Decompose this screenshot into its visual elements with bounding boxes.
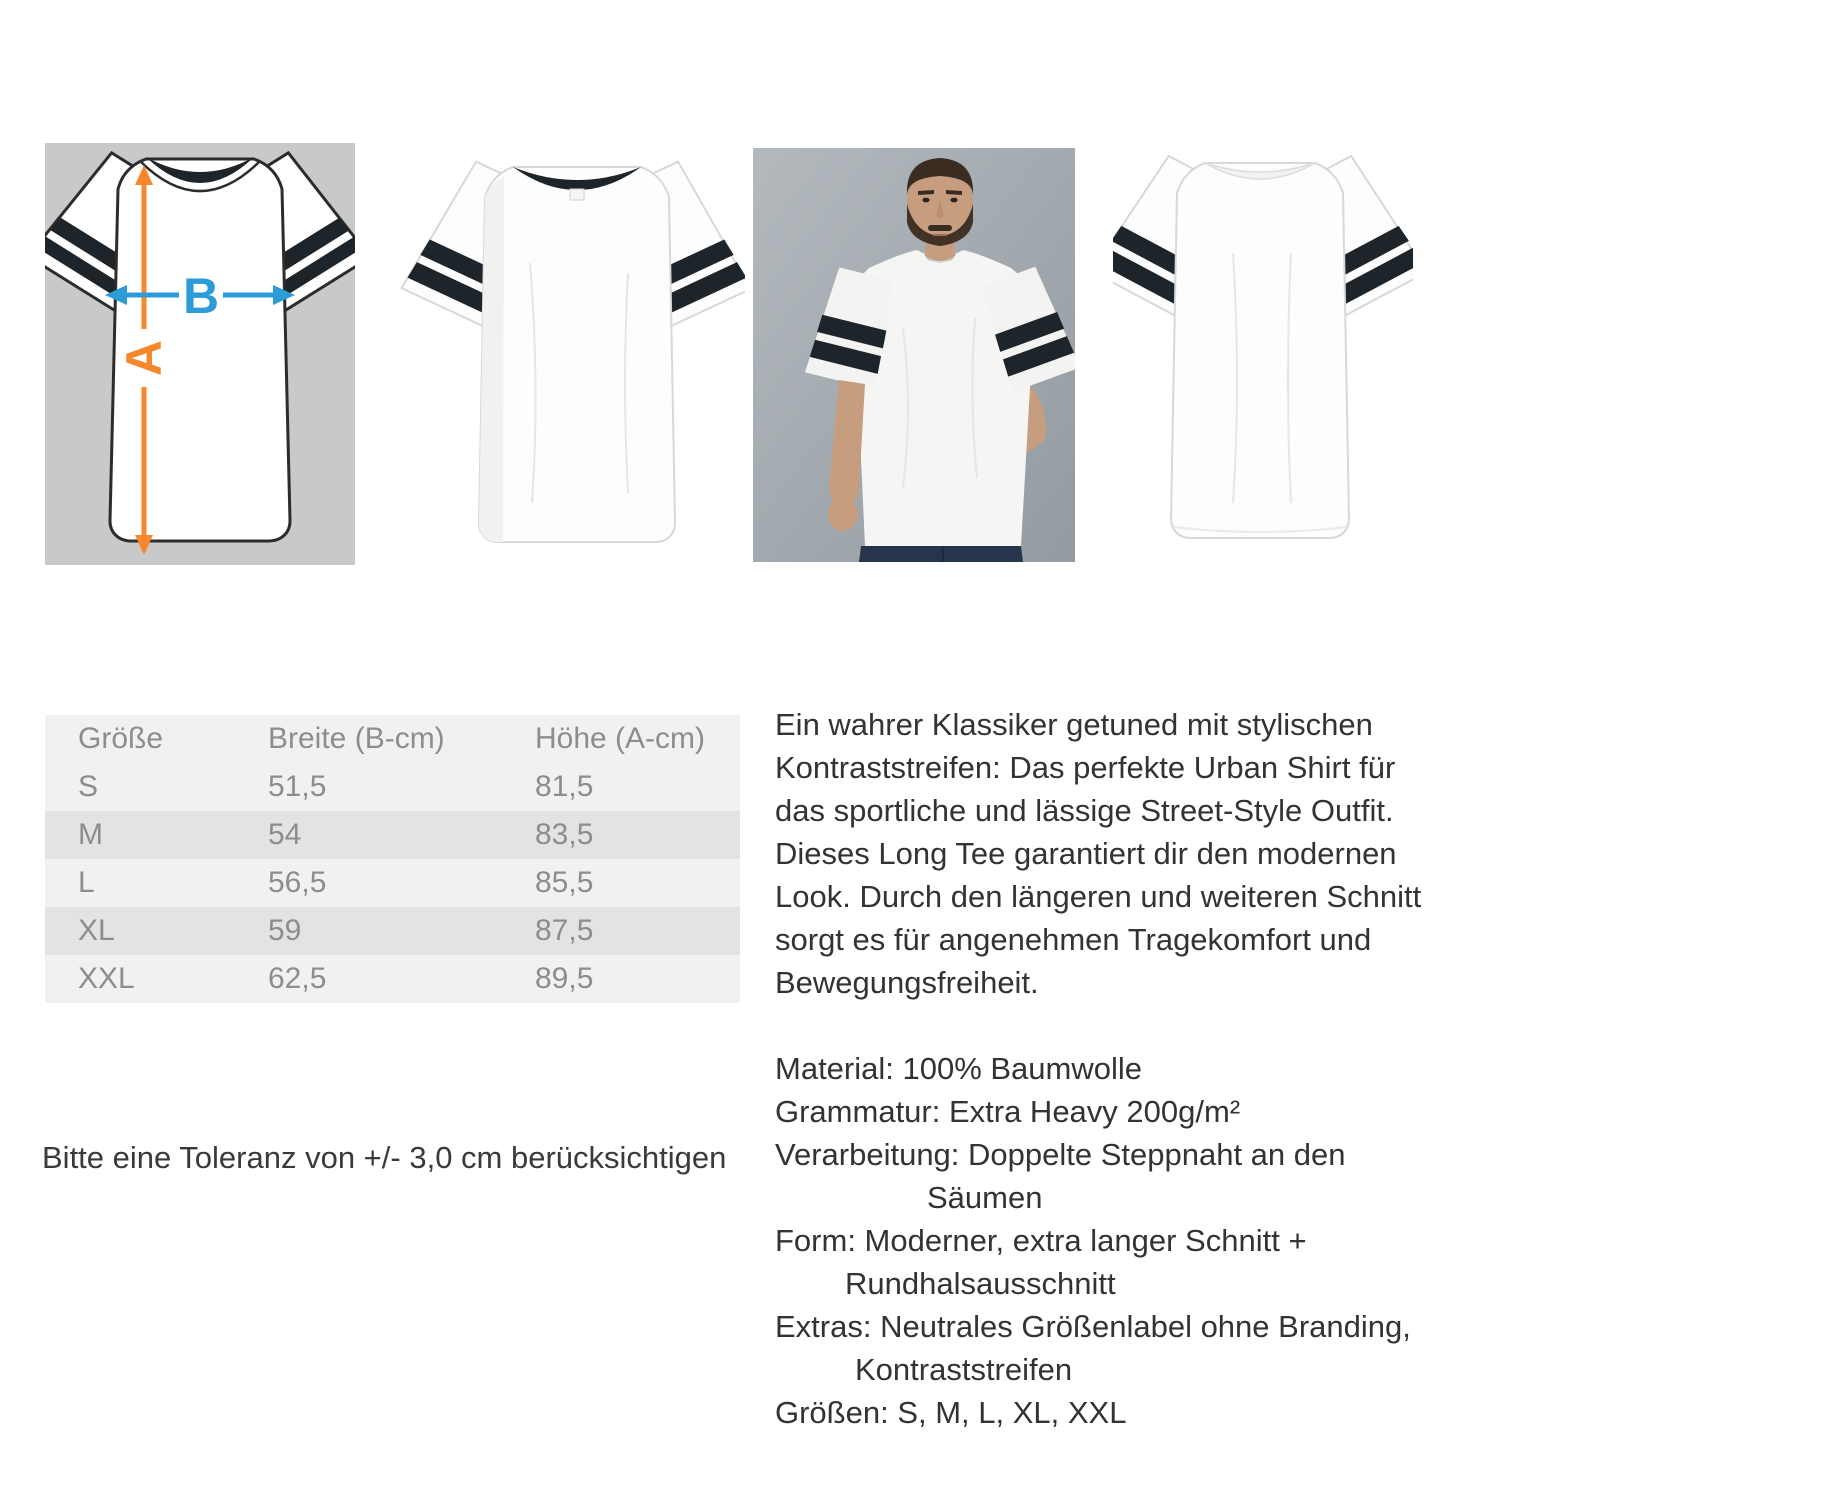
collar-size-label (570, 189, 584, 200)
cell-size: M (78, 818, 103, 851)
description-line: Ein wahrer Klassiker getuned mit stylischen (775, 707, 1373, 742)
tolerance-note: Bitte eine Toleranz von +/- 3,0 cm berücksichtigen (42, 1140, 727, 1175)
size-table-header-row (45, 715, 740, 763)
spec-line-verarbeitung: Verarbeitung: Doppelte Steppnaht an den (775, 1137, 1346, 1172)
column-header-breite: Breite (B-cm) (268, 722, 445, 755)
spec-line-form: Form: Moderner, extra langer Schnitt + (775, 1223, 1307, 1258)
cell-hoehe: 83,5 (535, 818, 594, 851)
spec-line-groessen: Größen: S, M, L, XL, XXL (775, 1395, 1127, 1430)
spec-line-grammatur: Grammatur: Extra Heavy 200g/m² (775, 1094, 1241, 1129)
product-image-back[interactable] (1113, 143, 1413, 560)
description-line: Bewegungsfreiheit. (775, 965, 1039, 1000)
model-photo (753, 148, 1075, 562)
description-line: Dieses Long Tee garantiert dir den modernen (775, 836, 1397, 871)
cell-breite: 59 (268, 914, 302, 947)
cell-size: XXL (78, 962, 135, 995)
size-table (45, 715, 740, 1003)
spec-line-extras: Extras: Neutrales Größenlabel ohne Branding, (775, 1309, 1411, 1344)
table-row-xl (45, 907, 740, 955)
model-eye (950, 198, 957, 203)
description-line: sorgt es für angenehmen Tragekomfort und (775, 922, 1372, 957)
front-tee-photo (400, 143, 745, 565)
column-header-hoehe: Höhe (A-cm) (535, 722, 706, 755)
product-image-model[interactable] (753, 148, 1075, 562)
dimension-label-a: A (116, 339, 172, 377)
back-tee-body (1171, 163, 1349, 538)
cell-hoehe: 87,5 (535, 914, 594, 947)
description-line: Look. Durch den längeren und weiteren Schnitt (775, 879, 1422, 914)
spec-line-saeumen: Säumen (927, 1180, 1043, 1215)
cell-breite: 62,5 (268, 962, 327, 995)
cell-size: XL (78, 914, 115, 947)
table-row-xxl (45, 955, 740, 1003)
cell-size: S (78, 770, 99, 803)
product-image-size-diagram[interactable] (45, 143, 355, 565)
cell-breite: 56,5 (268, 866, 327, 899)
product-specs (775, 1047, 1465, 1434)
model-jeans (859, 546, 1023, 562)
table-row-m (45, 811, 740, 859)
model-eye (922, 198, 929, 203)
cell-hoehe: 85,5 (535, 866, 594, 899)
cell-hoehe: 81,5 (535, 770, 594, 803)
product-description (775, 703, 1465, 1004)
model-mustache (928, 225, 952, 231)
size-diagram-illustration (45, 143, 355, 565)
back-tee-photo (1113, 143, 1413, 560)
description-line: das sportliche und lässige Street-Style Outfit. (775, 793, 1394, 828)
table-row-l (45, 859, 740, 907)
table-row-s (45, 763, 740, 811)
column-header-groesse: Größe (78, 722, 164, 755)
model-left-hand (828, 497, 858, 531)
product-image-front[interactable] (400, 143, 745, 565)
cell-hoehe: 89,5 (535, 962, 594, 995)
spec-line-kontraststreifen: Kontraststreifen (855, 1352, 1073, 1387)
description-line: Kontraststreifen: Das perfekte Urban Shirt für (775, 750, 1396, 785)
spec-line-material: Material: 100% Baumwolle (775, 1051, 1143, 1086)
spec-line-rundhals: Rundhalsausschnitt (845, 1266, 1116, 1301)
cell-size: L (78, 866, 95, 899)
front-tee-body (479, 167, 675, 542)
dimension-label-b: B (182, 268, 220, 324)
cell-breite: 54 (268, 818, 302, 851)
cell-breite: 51,5 (268, 770, 327, 803)
